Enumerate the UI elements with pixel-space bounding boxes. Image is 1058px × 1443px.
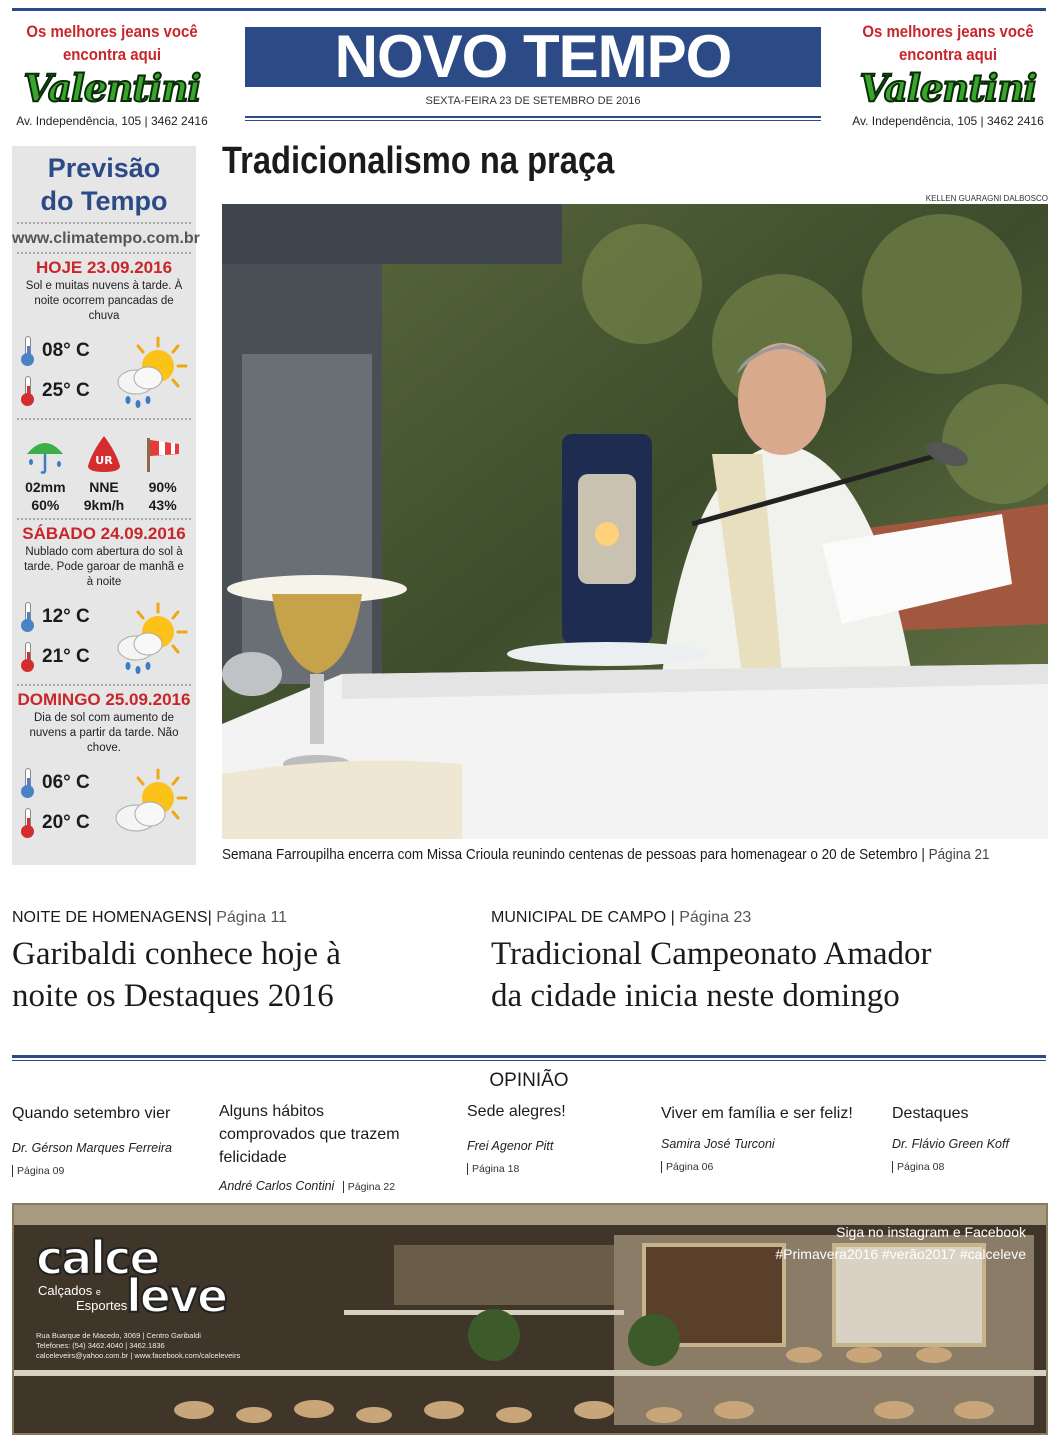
caption-text: Semana Farroupilha encerra com Missa Crioula reunindo centenas de pessoas para homenagear o 20 de Setembro <box>222 846 918 863</box>
humidity-max: 90% <box>148 479 177 495</box>
headline-line: noite os Destaques 2016 <box>12 978 334 1014</box>
thermometer-hot-icon <box>20 642 36 672</box>
logo-word: leve <box>126 1269 227 1323</box>
story-campeonato[interactable] <box>491 909 1051 1017</box>
calceleve-logo <box>36 1231 227 1323</box>
main-headline[interactable]: Tradicionalismo na praça <box>222 140 615 182</box>
rain-column <box>18 430 73 514</box>
opinion-item[interactable] <box>467 1100 667 1177</box>
ad-slogan: encontra aqui <box>62 45 162 64</box>
min-temp-value: 06° C <box>42 772 90 793</box>
kicker-text: MUNICIPAL DE CAMPO <box>491 909 667 926</box>
story-kicker <box>12 909 472 927</box>
forecast-desc: Dia de sol com aumento de nuvens a partir da tarde. Não chove. <box>29 712 179 754</box>
section-divider <box>12 1055 1046 1058</box>
opinion-page: Página 09 <box>12 1165 64 1177</box>
divider <box>17 418 191 420</box>
forecast-temps <box>12 598 196 680</box>
forecast-desc: Sol e muitas nuvens à tarde. À noite ocorrem pancadas de chuva <box>25 280 183 322</box>
caption-separator: | <box>917 846 929 863</box>
opinion-item[interactable] <box>12 1102 212 1179</box>
masthead-title: NOVO TEMPO <box>245 27 821 87</box>
logo-sub-text: e <box>95 1287 101 1297</box>
thermometer-cold-icon <box>20 336 36 366</box>
story-headline <box>12 933 472 1017</box>
kicker-separator: | <box>666 909 680 926</box>
windsock-icon <box>141 432 185 476</box>
opinion-item[interactable] <box>661 1102 861 1175</box>
social-line: Siga no instagram e Facebook <box>836 1224 1026 1240</box>
wind-direction: NNE <box>89 479 119 495</box>
thermometer-cold-icon <box>20 768 36 798</box>
max-temp <box>20 808 90 838</box>
headline-line: da cidade inicia neste domingo <box>491 978 900 1014</box>
logo-sub-text: Esportes <box>76 1298 128 1313</box>
wind-column <box>135 430 190 514</box>
forecast-day: DOMINGO 25.09.2016 <box>17 690 191 709</box>
headline-line: Tradicional Campeonato Amador <box>491 936 932 972</box>
kicker-page: Página 11 <box>216 909 288 926</box>
social-line: #Primavera2016 #verão2017 #calceleve <box>775 1246 1026 1262</box>
max-temp <box>20 642 90 672</box>
opinion-author: Frei Agenor Pitt <box>467 1139 554 1153</box>
valentini-ad-left[interactable] <box>10 20 214 128</box>
calceleve-ad[interactable] <box>12 1203 1048 1435</box>
ad-slogan: Os melhores jeans você <box>862 22 1034 41</box>
story-homenagens[interactable] <box>12 909 472 1017</box>
min-temp <box>20 768 90 798</box>
contact-line: calceleveirs@yahoo.com.br | www.facebook.com/calceleveirs <box>36 1351 241 1360</box>
humidity-min: 43% <box>148 497 177 513</box>
opinion-title: Viver em família e ser feliz! <box>661 1105 853 1122</box>
mass-photo-illustration <box>222 204 1048 839</box>
thermometer-hot-icon <box>20 808 36 838</box>
thermometer-hot-icon <box>20 376 36 406</box>
ad-slogan: Os melhores jeans você <box>26 22 198 41</box>
divider <box>17 684 191 686</box>
weather-title-line: do Tempo <box>40 186 168 216</box>
photo-credit: KELLEN GUARAGNI DALBOSCO <box>925 194 1048 203</box>
forecast-desc: Nublado com abertura do sol à tarde. Pode garoar de manhã e à noite <box>24 546 184 588</box>
divider <box>17 252 191 254</box>
headline-line: Garibaldi conhece hoje à <box>12 936 341 972</box>
contact-line: Telefones: (54) 3462.4040 | 3462.1836 <box>36 1341 165 1350</box>
opinion-section-title: OPINIÃO <box>489 1070 569 1091</box>
forecast-temps <box>12 764 196 846</box>
ur-humidity-icon <box>82 432 126 476</box>
opinion-author: Samira José Turconi <box>661 1137 775 1151</box>
valentini-logo: Valentini <box>859 66 1037 110</box>
logo-word: calce <box>36 1231 159 1285</box>
logo-subtitle <box>38 1283 127 1313</box>
ur-label: UR <box>95 454 113 467</box>
weather-title-line: Previsão <box>47 153 161 183</box>
ad-slogan: encontra aqui <box>898 45 998 64</box>
divider <box>17 222 191 224</box>
section-divider <box>12 1060 1046 1061</box>
opinion-page: Página 22 <box>343 1181 395 1193</box>
weather-url[interactable]: www.climatempo.com.br <box>12 230 200 247</box>
weather-details <box>12 430 196 514</box>
opinion-item[interactable] <box>892 1102 1047 1175</box>
wind-speed: 9km/h <box>83 497 125 513</box>
min-temp-value: 08° C <box>42 340 90 361</box>
forecast-day: HOJE 23.09.2016 <box>35 258 173 277</box>
main-photo[interactable] <box>222 204 1048 839</box>
min-temp <box>20 336 90 366</box>
masthead-rule <box>245 120 821 121</box>
story-headline <box>491 933 1051 1017</box>
opinion-author: Dr. Gérson Marques Ferreira <box>12 1141 172 1155</box>
store-contact <box>36 1331 240 1361</box>
forecast-temps <box>12 332 196 414</box>
dateline: SEXTA-FEIRA 23 DE SETEMBRO DE 2016 <box>425 95 641 107</box>
valentini-ad-right[interactable] <box>846 20 1050 128</box>
masthead-rule <box>245 116 821 118</box>
sun-cloud-icon <box>108 766 188 846</box>
contact-line: Rua Buarque de Macedo, 3069 | Centro Garibaldi <box>36 1331 201 1340</box>
thermometer-cold-icon <box>20 602 36 632</box>
max-temp-value: 21° C <box>42 646 90 667</box>
sun-cloud-rain-icon <box>108 600 188 680</box>
opinion-title: Destaques <box>892 1105 969 1122</box>
min-temp <box>20 602 90 632</box>
rain-probability: 60% <box>31 497 60 513</box>
social-callout <box>775 1221 1026 1265</box>
opinion-title: Alguns hábitos comprovados que trazem felicidade <box>219 1103 400 1166</box>
kicker-separator: | <box>207 909 217 926</box>
humidity-label-column <box>76 430 131 514</box>
min-temp-value: 12° C <box>42 606 90 627</box>
opinion-page: Página 06 <box>661 1161 713 1173</box>
max-temp <box>20 376 90 406</box>
forecast-day: SÁBADO 24.09.2016 <box>22 524 186 543</box>
sun-cloud-rain-icon <box>108 334 188 414</box>
logo-sub-text: Calçados <box>38 1283 93 1298</box>
weather-panel <box>12 146 200 865</box>
max-temp-value: 25° C <box>42 380 90 401</box>
caption-page[interactable]: Página 21 <box>928 846 990 863</box>
opinion-author: Dr. Flávio Green Koff <box>892 1137 1009 1151</box>
valentini-logo: Valentini <box>23 66 201 110</box>
umbrella-icon <box>23 432 67 476</box>
top-rule <box>12 8 1046 11</box>
opinion-item[interactable] <box>219 1100 419 1195</box>
rain-mm: 02mm <box>25 479 66 495</box>
divider <box>17 518 191 520</box>
story-kicker <box>491 909 1051 927</box>
opinion-page: Página 08 <box>892 1161 944 1173</box>
photo-caption <box>222 846 989 863</box>
kicker-text: NOITE DE HOMENAGENS <box>12 909 208 926</box>
max-temp-value: 20° C <box>42 812 90 833</box>
kicker-page: Página 23 <box>679 909 752 926</box>
ad-address: Av. Independência, 105 | 3462 2416 <box>852 114 1044 128</box>
opinion-title: Quando setembro vier <box>12 1105 171 1122</box>
weather-title <box>12 152 196 218</box>
ad-address: Av. Independência, 105 | 3462 2416 <box>16 114 208 128</box>
opinion-page: Página 18 <box>467 1163 519 1175</box>
opinion-title: Sede alegres! <box>467 1103 566 1120</box>
opinion-author: André Carlos Contini <box>219 1179 335 1193</box>
